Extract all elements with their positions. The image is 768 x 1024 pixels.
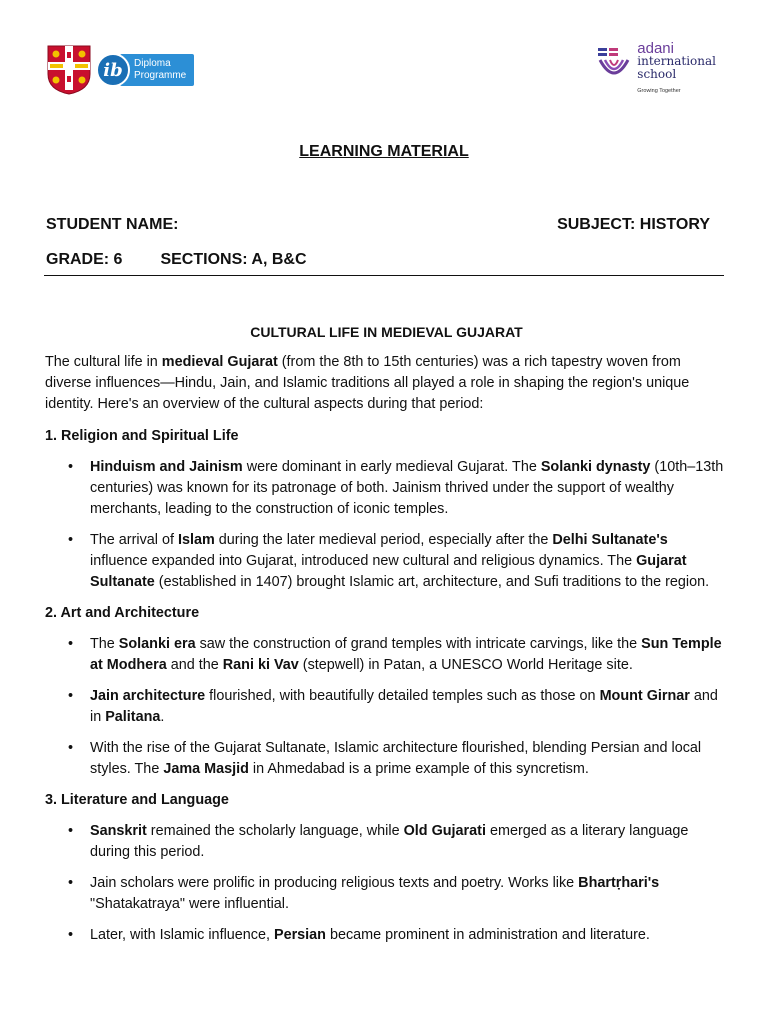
bold-term: Mount Girnar <box>599 688 690 704</box>
list-item: • With the rise of the Gujarat Sultanate, Islamic architecture flourished, blending Persian and local styles. The Jama Masjid in Ahmedabad is a prime example of this syncretism. <box>90 738 728 780</box>
ib-label <box>120 54 194 86</box>
bold-term: Solanki dynasty <box>540 459 651 475</box>
adani-name-line1: international <box>637 54 716 68</box>
adani-brand-text: adani <box>637 40 674 57</box>
page-title: LEARNING MATERIAL <box>299 143 469 160</box>
header-divider <box>44 275 724 276</box>
list-item: • The Solanki era saw the construction of grand temples with intricate carvings, like the Sun Temple at Modhera and the Rani ki Vav (stepwell) in Patan, a UNESCO World Heritage site. <box>90 634 728 676</box>
list-item: • Later, with Islamic influence, Persian became prominent in administration and literature. <box>90 925 728 946</box>
bold-term: Jama Masjid <box>163 761 249 777</box>
cambridge-crest-logo <box>46 44 92 96</box>
bold-term: Solanki era <box>118 636 196 652</box>
adani-emblem-icon <box>597 46 631 86</box>
list-item: • The arrival of Islam during the later medieval period, especially after the Delhi Sultanate's influence expanded into Gujarat, introduced new cultural and religious dynamics. The Gujarat Sultanate (established in 1407) brought Islamic art, architecture, and Sufi traditions to the region. <box>90 530 728 593</box>
list-item: • Jain architecture flourished, with beautifully detailed temples such as those on Mount Girnar and in Palitana. <box>90 686 728 728</box>
document-heading: CULTURAL LIFE IN MEDIEVAL GUJARAT <box>250 324 523 340</box>
document-body <box>45 322 728 956</box>
bold-term: Old Gujarati <box>403 823 486 839</box>
bold-term: Sanskrit <box>90 823 147 839</box>
ib-label-line1: Diploma <box>134 58 171 69</box>
bold-term: Delhi Sultanate's <box>552 532 668 548</box>
grade-sections-row <box>46 251 307 269</box>
bold-term: Bhartṛhari's <box>578 875 660 891</box>
adani-wordmark <box>637 42 716 98</box>
adani-school-logo <box>597 42 716 98</box>
bold-term: Palitana <box>105 709 161 725</box>
section-literature-language <box>45 790 728 946</box>
bold-term: Gujarat Sultanate <box>90 553 687 590</box>
left-logos <box>46 44 194 96</box>
section-heading: 1. Religion and Spiritual Life <box>45 428 239 444</box>
list-item: • Jain scholars were prolific in producing religious texts and poetry. Works like Bhartṛhari's "Shatakatraya" were influential. <box>90 873 728 915</box>
list-item: • Hinduism and Jainism were dominant in early medieval Gujarat. The Solanki dynasty (10th–13th centuries) was known for its patronage of both. Jainism thrived under the support of wealthy merchants, leading to the construction of iconic temples. <box>90 457 728 520</box>
adani-tagline: Growing Together <box>637 88 681 94</box>
bold-term: Rani ki Vav <box>222 657 299 673</box>
section-heading: 2. Art and Architecture <box>45 605 200 621</box>
section-heading: 3. Literature and Language <box>45 792 229 808</box>
student-name-label: STUDENT NAME: <box>46 216 179 233</box>
bold-term: medieval Gujarat <box>161 354 278 370</box>
ib-monogram: ib <box>96 53 130 87</box>
logo-bar <box>46 42 716 102</box>
bold-term: Persian <box>273 927 326 943</box>
list-item: • Sanskrit remained the scholarly language, while Old Gujarati emerged as a literary language during this period. <box>90 821 728 863</box>
intro-paragraph: The cultural life in medieval Gujarat (from the 8th to 15th centuries) was a rich tapestry woven from diverse influences—Hindu, Jain, and Islamic traditions all played a role in shaping the region's unique identity. Here's an overview of the cultural aspects during that period: <box>45 354 690 412</box>
grade-label: GRADE: 6 <box>46 251 123 268</box>
section-religion <box>45 426 728 593</box>
bold-term: Islam <box>177 532 215 548</box>
bold-term: Jain architecture <box>90 688 206 704</box>
bold-term: Hinduism and Jainism <box>90 459 243 475</box>
subject-label: SUBJECT: HISTORY <box>557 216 710 233</box>
sections-label: SECTIONS: A, B&C <box>160 251 307 268</box>
bullet-list <box>45 457 728 593</box>
student-subject-row <box>46 216 710 234</box>
bullet-list <box>45 821 728 946</box>
ib-label-line2: Programme <box>134 70 187 81</box>
bold-term: Sun Temple at Modhera <box>90 636 722 673</box>
section-art-architecture <box>45 603 728 780</box>
ib-diploma-logo <box>96 53 194 87</box>
bullet-list <box>45 634 728 780</box>
adani-name-line2: school <box>637 67 677 81</box>
